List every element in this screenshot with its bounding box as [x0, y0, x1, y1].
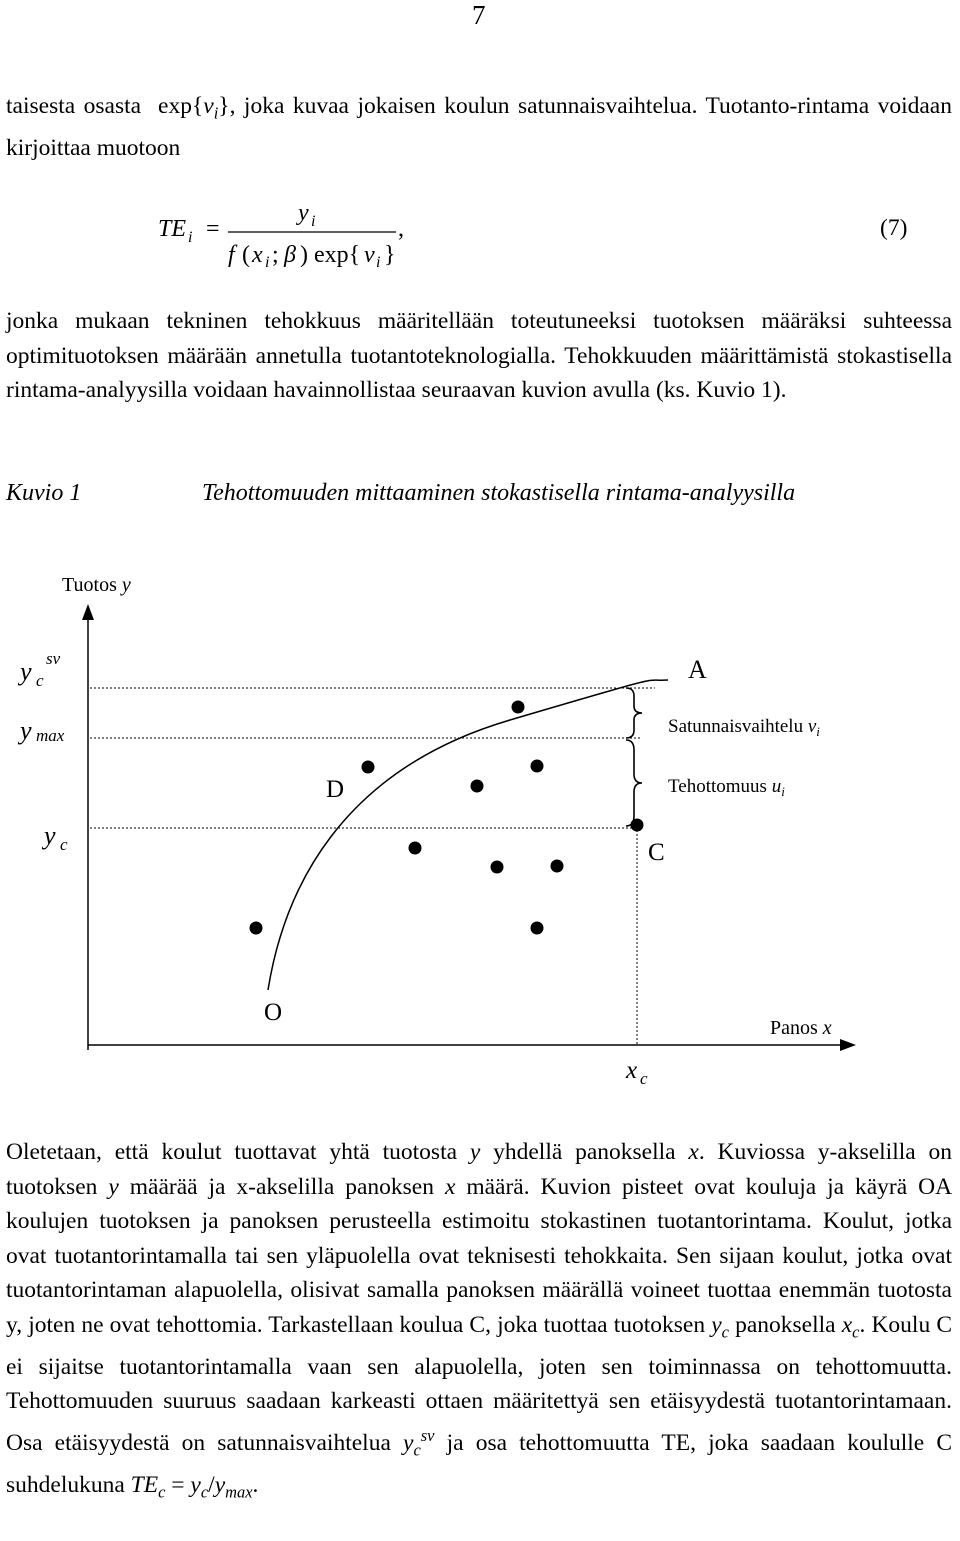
- school-point: [362, 761, 375, 774]
- svg-text:) exp{: ) exp{: [300, 242, 361, 268]
- svg-text:x: x: [252, 242, 263, 268]
- svg-text:c: c: [36, 671, 44, 690]
- svg-text:y: y: [44, 821, 56, 850]
- svg-text:i: i: [311, 213, 316, 230]
- figure-title: Tehottomuuden mittaaminen stokastisella rintama-analyysilla: [202, 480, 796, 506]
- school-point: [409, 842, 422, 855]
- svg-text:y: y: [298, 200, 309, 226]
- tick-y-c: [41, 821, 68, 854]
- svg-text:=: =: [206, 216, 220, 242]
- equation-number: (7): [880, 215, 908, 241]
- svg-text:i: i: [188, 229, 193, 246]
- school-point-C: [631, 819, 644, 832]
- svg-text:c: c: [640, 1069, 648, 1088]
- tick-y-max: [17, 716, 65, 745]
- label-D: D: [326, 776, 345, 803]
- svg-text:β: β: [284, 242, 296, 268]
- production-frontier-curve: [268, 680, 668, 990]
- svg-text:sv: sv: [46, 649, 61, 668]
- label-x-c: [625, 1057, 648, 1088]
- svg-text:f: f: [228, 242, 235, 268]
- svg-text:;: ;: [272, 242, 279, 268]
- tick-y-c-sv: [17, 649, 61, 690]
- brace-random-variation: [626, 688, 642, 738]
- svg-text:v: v: [364, 242, 375, 268]
- brace-inefficiency: [626, 740, 642, 826]
- intro-text-a: taisesta osasta: [6, 93, 142, 119]
- frontier-figure: [0, 560, 960, 1090]
- school-point: [512, 701, 525, 714]
- school-point: [471, 780, 484, 793]
- svg-text:y: y: [20, 716, 32, 745]
- svg-text:y: y: [20, 657, 32, 686]
- svg-text:x: x: [626, 1057, 638, 1084]
- x-axis-arrow: [840, 1039, 856, 1051]
- school-point: [531, 922, 544, 935]
- school-point: [551, 860, 564, 873]
- inline-math-exp-v: $\exp\{v_i\}$: [149, 93, 230, 123]
- label-O: O: [264, 999, 283, 1026]
- intro-text-b: , joka kuvaa jokaisen koulun satunnaisvaihtelua. Tuotanto-rintama voidaan kirjoittaa muotoon: [6, 93, 952, 162]
- page-number: 7: [472, 0, 486, 30]
- figure-label: Kuvio 1: [6, 480, 82, 506]
- paragraph-explanation: Oletetaan, että koulut tuottavat yhtä tuotosta y yhdellä panoksella x. Kuviossa y-akselilla on tuotoksen y määrää ja x-akselilla panoksen x määrä. Kuvion pisteet ovat kouluja ja käyrä OA koulujen tuotoksen ja panoksen perusteella estimoitu stokastinen tuotantorintama. Koulut, jotka ovat tuotantorintamalla tai sen yläpuolella ovat teknisesti tehokkaita. Sen sijaan koulut, jotka ovat tuotantorintaman alapuolella, olisivat samalla panoksen määrällä voineet tuottaa enemmän tuotosta y, joten ne ovat tehottomia. Tarkastellaan koulua C, joka tuottaa tuotoksen $y_c$ panoksella $x_c$. Koulu C ei sijaitse tuotantorintamalla vaan sen alapuolella, joten sen toiminnassa on tehottomuutta. Tehottomuuden suuruus saadaan karkeasti ottaen määritettyä sen etäisyydestä tuotantorintamaan. Osa etäisyydestä on satunnaisvaihtelua $y_c^{sv}$ ja osa tehottomuutta TE, joka saadaan koululle C suhdelukuna $TE_c = y_c/y_{max}$.: [6, 1139, 953, 1502]
- inefficiency-label: Tehottomuus $u_i$: [668, 776, 785, 799]
- svg-text:,: ,: [398, 216, 404, 242]
- svg-text:i: i: [376, 254, 381, 271]
- x-axis-label: Panos x: [770, 1017, 832, 1039]
- svg-text:TE: TE: [158, 216, 187, 242]
- label-C: C: [648, 839, 665, 866]
- equation-7: [0, 196, 960, 276]
- y-axis-arrow: [82, 604, 94, 620]
- random-variation-label: Satunnaisvaihtelu $v_i$: [668, 716, 820, 739]
- paragraph-intro: [6, 89, 952, 166]
- paragraph-definition: jonka mukaan tekninen tehokkuus määritellään toteutuneeksi tuotoksen määräksi suhteessa optimituotoksen määrään annetulla tuotantoteknologialla. Tehokkuuden määrittämistä stokastisella rintama-analyysilla voidaan havainnollistaa seuraavan kuvion avulla (ks. Kuvio 1).: [6, 308, 952, 403]
- svg-text:}: }: [384, 242, 396, 268]
- school-point: [491, 861, 504, 874]
- svg-text:max: max: [36, 726, 65, 745]
- label-A: A: [688, 655, 707, 684]
- school-point: [531, 760, 544, 773]
- school-point: [250, 922, 263, 935]
- svg-text:c: c: [60, 835, 68, 854]
- y-axis-label: Tuotos y: [62, 574, 131, 596]
- svg-text:i: i: [265, 254, 270, 271]
- svg-text:(: (: [242, 242, 250, 268]
